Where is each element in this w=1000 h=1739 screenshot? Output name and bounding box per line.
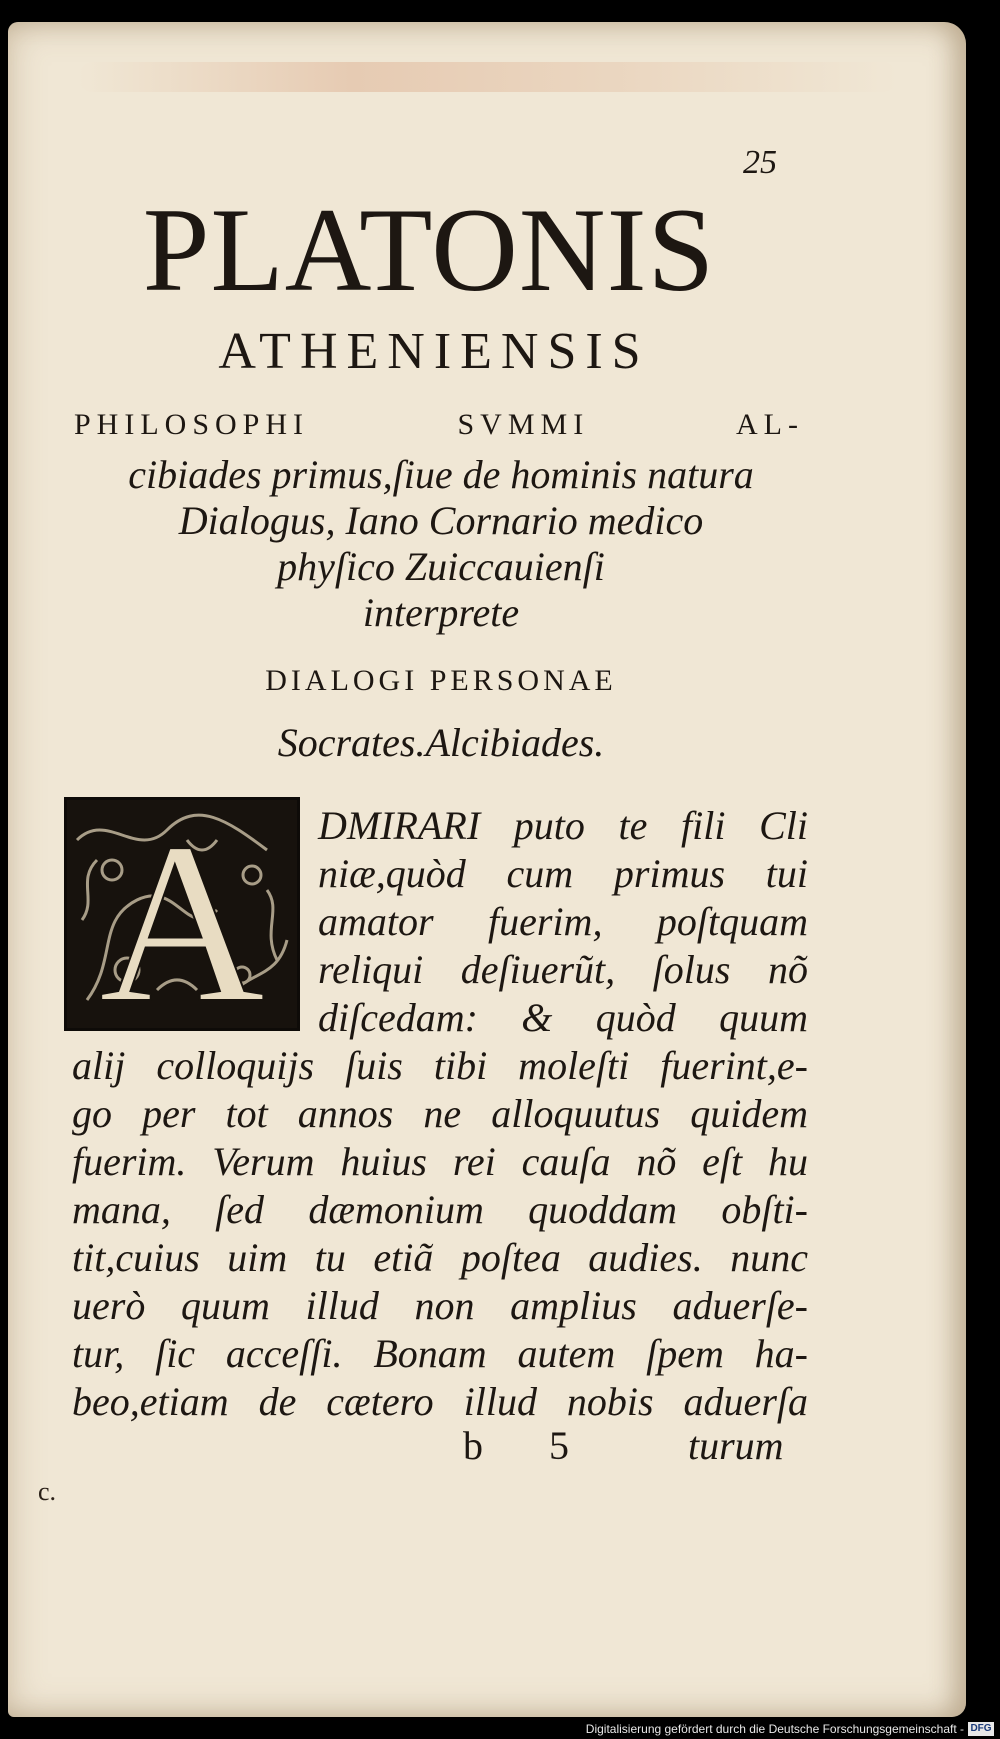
body-line: alij colloquijs ſuis tibi moleſti fuerint,e-	[72, 1043, 808, 1088]
body-line: tur, ſic acceſſi. Bonam autem ſpem ha-	[72, 1331, 808, 1376]
page-number: 25	[743, 144, 777, 181]
dfg-logo: DFG	[968, 1722, 994, 1736]
body-line: beo,etiam de cætero illud nobis aduerſa	[72, 1379, 808, 1424]
credit-bar	[0, 1717, 1000, 1739]
credit-text: Digitalisierung gefördert durch die Deutsche Forschungsgemeinschaft -	[585, 1722, 964, 1736]
title-subtitle: ATHENIENSIS	[218, 323, 650, 380]
signature-mark: b 5	[463, 1423, 597, 1468]
heading-caps-line: PHILOSOPHI SVMMI AL-	[74, 408, 804, 441]
body-line: tit,cuius uim tu etiã poſtea audies. nunc	[72, 1235, 808, 1280]
decorated-initial	[64, 797, 300, 1031]
book-page	[8, 22, 966, 1717]
body-line: mana, ſed dæmonium quoddam obſti-	[72, 1187, 808, 1232]
body-line: amator fuerim, poſtquam	[318, 899, 808, 944]
floral-ornament-icon	[67, 800, 297, 1028]
title-main: PLATONIS	[142, 183, 716, 316]
personae-names: Socrates.Alcibiades.	[277, 720, 605, 765]
body-line: reliqui deſiuerũt, ſolus nõ	[318, 947, 808, 992]
catchword-row	[8, 1422, 874, 1472]
catchword: turum	[688, 1423, 784, 1468]
body-line: go per tot annos ne alloquutus quidem	[72, 1091, 808, 1136]
margin-mark: c.	[38, 1477, 57, 1506]
initial-letter: A	[98, 800, 266, 1028]
body-line: niæ,quòd cum primus tui	[318, 851, 808, 896]
title-line: Dialogus, Iano Cornario medico	[178, 498, 704, 543]
body-line: uerò quum illud non amplius aduerſe-	[72, 1283, 808, 1328]
body-line: DMIRARI puto te fili Cli	[318, 803, 808, 848]
title-line: interprete	[362, 590, 520, 635]
body-line: fuerim. Verum huius rei cauſa nõ eſt hu	[72, 1139, 808, 1184]
body-line: diſcedam: & quòd quum	[318, 995, 808, 1040]
title-line: phyſico Zuiccauienſi	[277, 544, 605, 589]
title-line: cibiades primus,ſiue de hominis natura	[128, 452, 754, 497]
personae-heading: DIALOGI PERSONAE	[265, 664, 617, 697]
page-stain	[78, 62, 898, 92]
